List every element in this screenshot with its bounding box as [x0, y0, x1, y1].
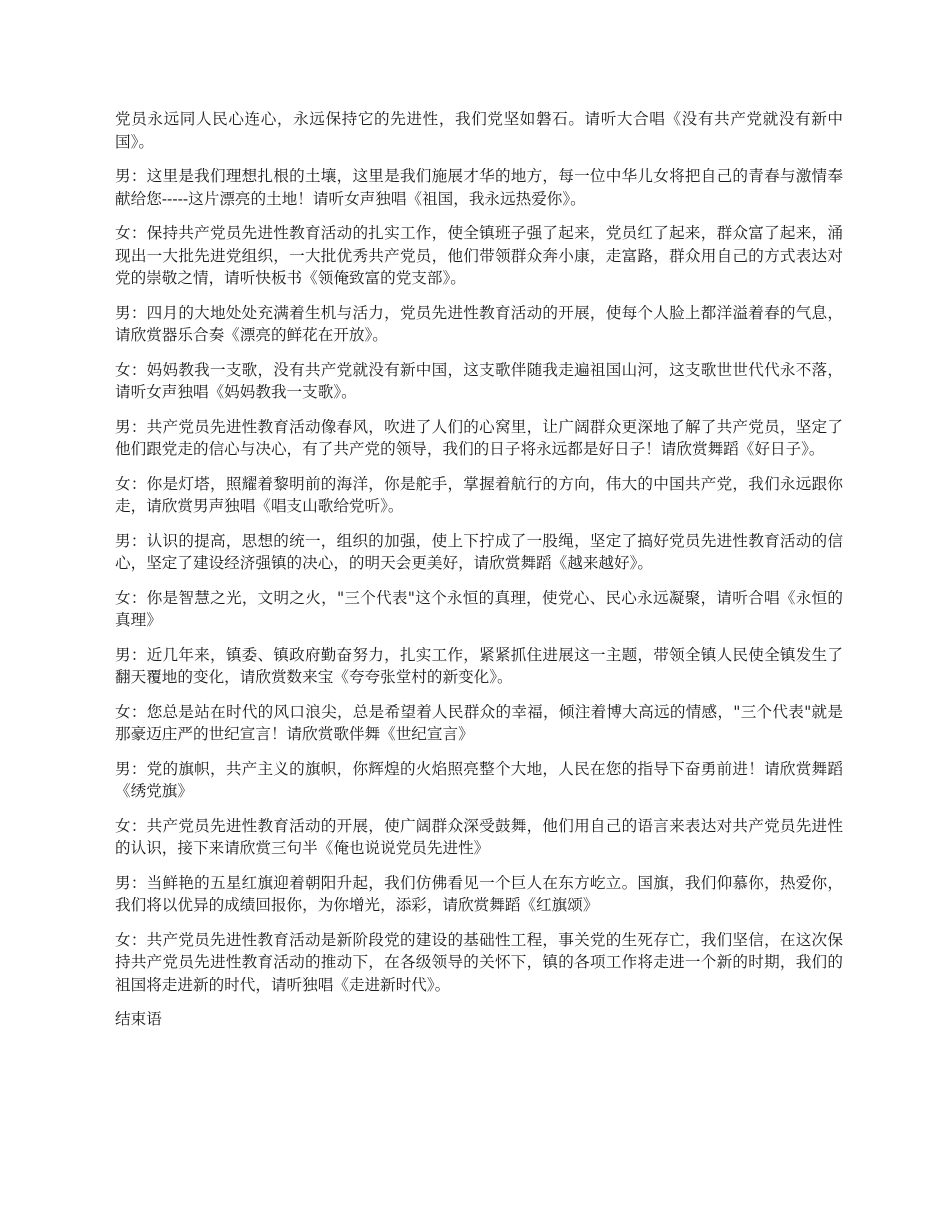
document-body — [115, 108, 843, 1031]
paragraph: 男：认识的提高，思想的统一，组织的加强，使上下拧成了一股绳，坚定了搞好党员先进性教育活动的信心，坚定了建设经济强镇的决心，的明天会更美好，请欣赏舞蹈《越来越好》。 — [115, 531, 843, 572]
paragraph: 女：你是智慧之光，文明之火，"三个代表"这个永恒的真理，使党心、民心永远凝聚，请听合唱《永恒的真理》 — [115, 588, 843, 629]
paragraph: 男：当鲜艳的五星红旗迎着朝阳升起，我们仿佛看见一个巨人在东方屹立。国旗，我们仰慕你，热爱你，我们将以优异的成绩回报你，为你增光，添彩，请欣赏舞蹈《红旗颂》 — [115, 873, 843, 914]
paragraph: 男：共产党员先进性教育活动像春风，吹进了人们的心窝里，让广阔群众更深地了解了共产党员，坚定了他们跟党走的信心与决心，有了共产党的领导，我们的日子将永远都是好日子！请欣赏舞蹈《好日子》。 — [115, 417, 843, 458]
paragraph: 女：妈妈教我一支歌，没有共产党就没有新中国，这支歌伴随我走遍祖国山河，这支歌世世代代永不落，请听女声独唱《妈妈教我一支歌》。 — [115, 360, 843, 401]
paragraph: 党员永远同人民心连心，永远保持它的先进性，我们党坚如磐石。请听大合唱《没有共产党就没有新中国》。 — [115, 110, 843, 151]
paragraph: 男：党的旗帜，共产主义的旗帜，你辉煌的火焰照亮整个大地，人民在您的指导下奋勇前进！请欣赏舞蹈《绣党旗》 — [115, 759, 843, 800]
paragraph: 女：共产党员先进性教育活动是新阶段党的建设的基础性工程，事关党的生死存亡，我们坚信，在这次保持共产党员先进性教育活动的推动下，在各级领导的关怀下，镇的各项工作将走进一个新的时期，我们的祖国将走进新的时代，请听独唱《走进新时代》。 — [115, 930, 843, 994]
paragraph: 男：四月的大地处处充满着生机与活力，党员先进性教育活动的开展，使每个人脸上都洋溢着春的气息，请欣赏器乐合奏《漂亮的鲜花在开放》。 — [115, 303, 843, 344]
paragraph: 男：近几年来，镇委、镇政府勤奋努力，扎实工作，紧紧抓住进展这一主题，带领全镇人民使全镇发生了翻天覆地的变化，请欣赏数来宝《夸夸张堂村的新变化》。 — [115, 645, 843, 686]
paragraph: 女：保持共产党员先进性教育活动的扎实工作，使全镇班子强了起来，党员红了起来，群众富了起来，涌现出一大批先进党组织，一大批优秀共产党员，他们带领群众奔小康，走富路，群众用自己的方式表达对党的崇敬之情，请听快板书《领俺致富的党支部》。 — [115, 224, 843, 287]
paragraph: 男：这里是我们理想扎根的土壤，这里是我们施展才华的地方，每一位中华儿女将把自己的青春与激情奉献给您-----这片漂亮的土地！请听女声独唱《祖国，我永远热爱你》。 — [115, 167, 843, 208]
section-heading: 结束语 — [115, 1010, 162, 1028]
paragraph: 女：您总是站在时代的风口浪尖，总是希望着人民群众的幸福，倾注着博大高远的情感，"三个代表"就是那豪迈庄严的世纪宣言！请欣赏歌伴舞《世纪宣言》 — [115, 702, 843, 743]
paragraph: 女：你是灯塔，照耀着黎明前的海洋，你是舵手，掌握着航行的方向，伟大的中国共产党，我们永远跟你走，请欣赏男声独唱《唱支山歌给党听》。 — [115, 474, 843, 515]
paragraph: 女：共产党员先进性教育活动的开展，使广阔群众深受鼓舞，他们用自己的语言来表达对共产党员先进性的认识，接下来请欣赏三句半《俺也说说党员先进性》 — [115, 816, 843, 857]
